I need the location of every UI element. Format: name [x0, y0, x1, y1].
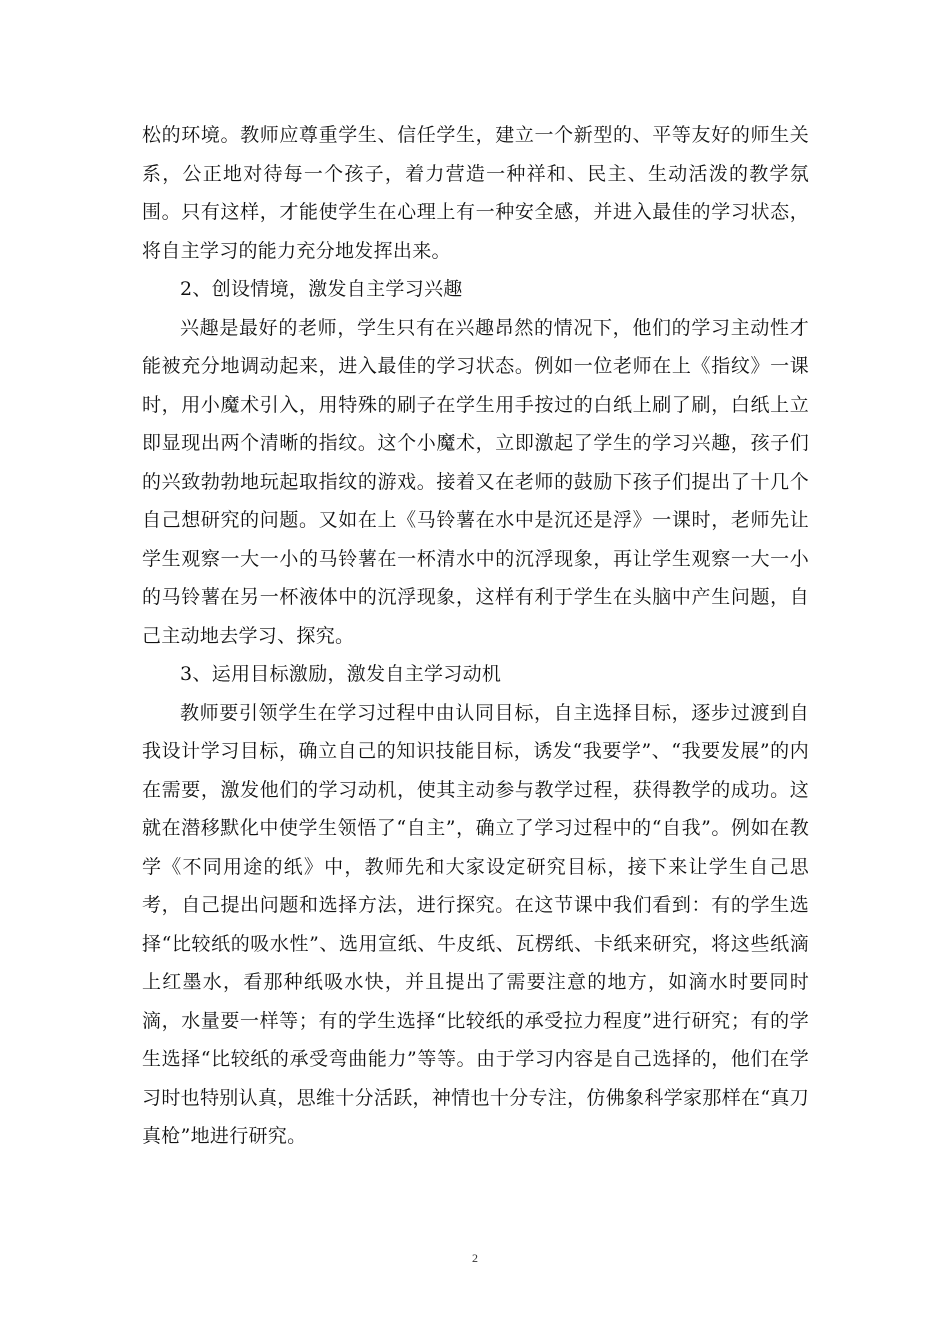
paragraph-interest: 兴趣是最好的老师，学生只有在兴趣昂然的情况下，他们的学习主动性才能被充分地调动起来，进入最佳的学习状态。例如一位老师在上《指纹》一课时，用小魔术引入，用特殊的刷子在学生用手按过的白纸上刷了刷，白纸上立即显现出两个清晰的指纹。这个小魔术，立即激起了学生的学习兴趣，孩子们的兴致勃勃地玩起取指纹的游戏。接着又在老师的鼓励下孩子们提出了十几个自己想研究的问题。又如在上《马铃薯在水中是沉还是浮》一课时，老师先让学生观察一大一小的马铃薯在一杯清水中的沉浮现象，再让学生观察一大一小的马铃薯在另一杯液体中的沉浮现象，这样有利于学生在头脑中产生问题，自己主动地去学习、探究。 [142, 316, 809, 647]
document-body [142, 116, 809, 1156]
section-heading-3: 3、运用目标激励，激发自主学习动机 [180, 663, 502, 685]
page-number: 2 [472, 1251, 478, 1265]
section-heading-2: 2、创设情境，激发自主学习兴趣 [180, 278, 463, 300]
paragraph-continuation: 松的环境。教师应尊重学生、信任学生，建立一个新型的、平等友好的师生关系，公正地对待每一个孩子，着力营造一种祥和、民主、生动活泼的教学氛围。只有这样，才能使学生在心理上有一种安全感，并进入最佳的学习状态，将自主学习的能力充分地发挥出来。 [142, 124, 809, 262]
paragraph-motivation: 教师要引领学生在学习过程中由认同目标，自主选择目标，逐步过渡到自我设计学习目标，确立自己的知识技能目标，诱发“我要学”、“我要发展”的内在需要，激发他们的学习动机，使其主动参与教学过程，获得教学的成功。这就在潜移默化中使学生领悟了“自主”，确立了学习过程中的“自我”。例如在教学《不同用途的纸》中，教师先和大家设定研究目标，接下来让学生自己思考，自己提出问题和选择方法，进行探究。在这节课中我们看到：有的学生选择“比较纸的吸水性”、选用宣纸、牛皮纸、瓦楞纸、卡纸来研究，将这些纸滴上红墨水，看那种纸吸水快，并且提出了需要注意的地方，如滴水时要同时滴，水量要一样等；有的学生选择“比较纸的承受拉力程度”进行研究；有的学生选择“比较纸的承受弯曲能力”等等。由于学习内容是自己选择的，他们在学习时也特别认真，思维十分活跃，神情也十分专注，仿佛象科学家那样在“真刀真枪”地进行研究。 [142, 701, 809, 1147]
